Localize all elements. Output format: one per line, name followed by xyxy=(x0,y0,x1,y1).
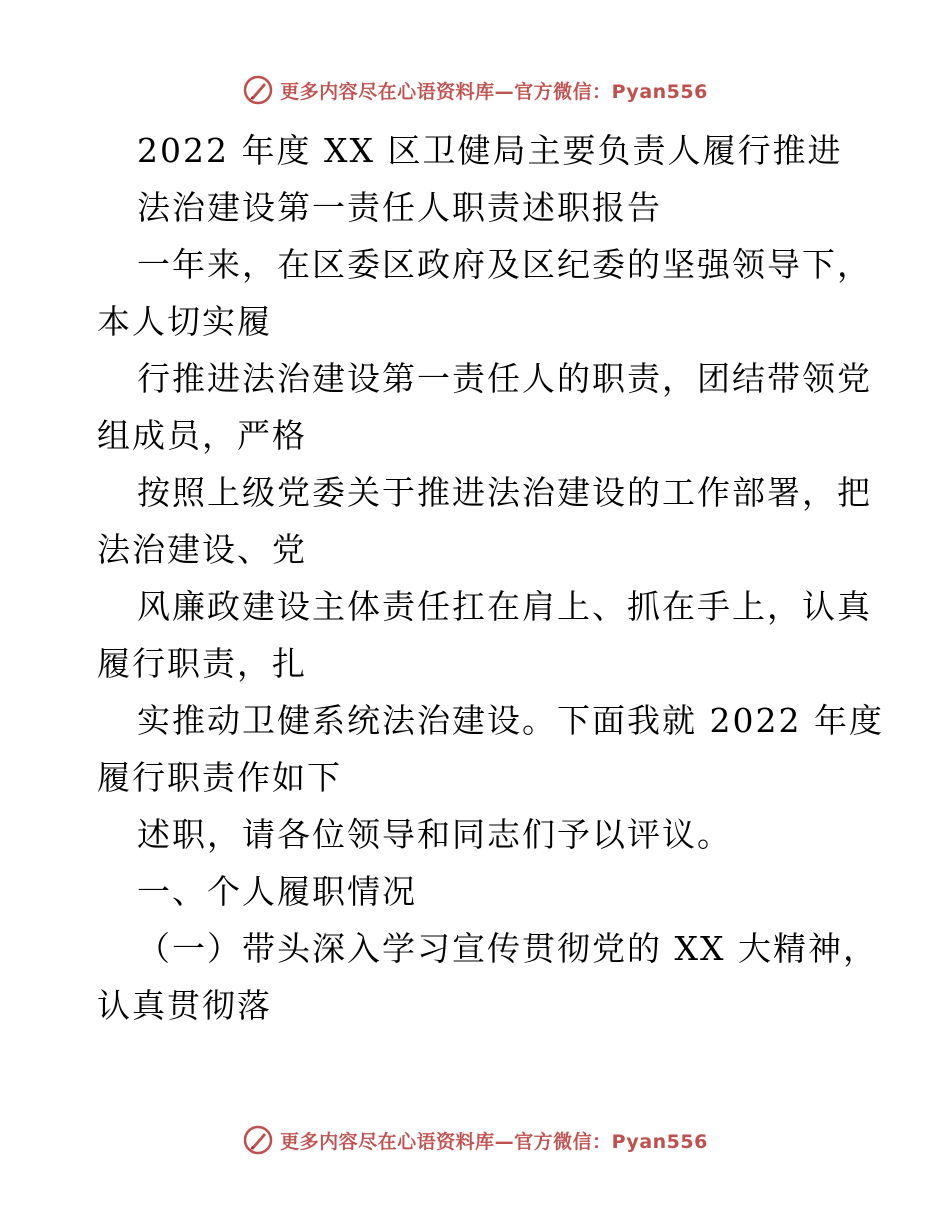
text-line: 实推动卫健系统法治建设。下面我就 2022 年度 xyxy=(137,701,884,740)
text-line: 风廉政建设主体责任扛在肩上、抓在手上，认真 xyxy=(137,587,872,626)
document-body xyxy=(97,122,884,1034)
text-line: 一、个人履职情况 xyxy=(137,872,417,911)
watermark-footer xyxy=(0,1120,950,1160)
quill-logo-icon xyxy=(242,1124,274,1156)
text-line: 2022 年度 XX 区卫健局主要负责人履行推进 xyxy=(137,131,843,170)
watermark-header xyxy=(0,70,950,110)
quill-logo-icon xyxy=(242,74,274,106)
text-line: 法治建设第一责任人职责述职报告 xyxy=(137,188,662,227)
text-line: 按照上级党委关于推进法治建设的工作部署，把 xyxy=(137,473,872,512)
text-line: 行推进法治建设第一责任人的职责，团结带领党 xyxy=(137,359,872,398)
text-line: 认真贯彻落 xyxy=(97,986,272,1025)
text-line: 履行职责作如下 xyxy=(97,758,342,797)
text-line: 组成员，严格 xyxy=(97,416,307,455)
text-line: 一年来，在区委区政府及区纪委的坚强领导下， xyxy=(137,245,872,284)
text-line: 履行职责，扎 xyxy=(97,644,307,683)
watermark-text: 更多内容尽在心语资料库—官方微信：Pyan556 xyxy=(280,1130,708,1153)
text-line: 本人切实履 xyxy=(97,302,272,341)
text-line: 述职，请各位领导和同志们予以评议。 xyxy=(137,815,732,854)
text-line: 法治建设、党 xyxy=(97,530,307,569)
text-line: （一）带头深入学习宣传贯彻党的 XX 大精神， xyxy=(137,929,878,968)
watermark-text: 更多内容尽在心语资料库—官方微信：Pyan556 xyxy=(280,80,708,103)
